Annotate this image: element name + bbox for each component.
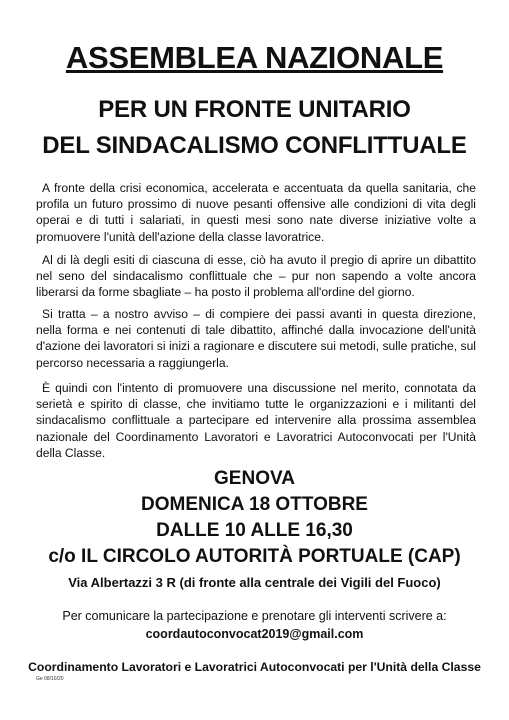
paragraph-3 [36,306,476,371]
event-address: Via Albertazzi 3 R (di fronte alla centrale dei Vigili del Fuoco) [68,575,441,590]
footer-organization: Coordinamento Lavoratori e Lavoratrici Autoconvocati per l'Unità della Classe [28,660,481,674]
page-title: ASSEMBLEA NAZIONALE [65,40,444,75]
subtitle-line-2: DEL SINDACALISMO CONFLITTUALE [42,132,467,159]
contact-text: Per comunicare la partecipazione e prenotare gli interventi scrivere a: [62,609,447,623]
print-note: Ge 08/10/20 [36,676,64,682]
paragraph-4 [36,380,476,461]
paragraph-2-text: Al di là degli esiti di ciascuna di esse, ciò ha avuto il pregio di aprire un dibattito nel seno del sindacalismo conflittuale che – pur non sapendo a volte ancora liberarsi da forme sbagliate – ha posto il problema all'ordine del giorno. [36,253,476,300]
contact-email[interactable]: coordautoconvocat2019@gmail.com [145,627,364,641]
paragraph-2 [36,252,476,301]
subtitle-line-1: PER UN FRONTE UNITARIO [98,96,411,123]
paragraph-1-text: A fronte della crisi economica, accelerata e accentuata da quella sanitaria, che profila un futuro prossimo di nuove pesanti offensive alle condizioni di vita degli operai e di tutti i salariati, in questi mesi sono nate diverse iniziative volte a promuovere l'unità dell'azione della classe lavoratrice. [36,181,476,244]
event-venue: c/o IL CIRCOLO AUTORITÀ PORTUALE (CAP) [48,546,461,567]
event-date: DOMENICA 18 OTTOBRE [141,494,368,515]
event-city: GENOVA [214,468,295,489]
paragraph-1 [36,180,476,245]
paragraph-3-text: Si tratta – a nostro avviso – di compiere dei passi avanti in questa direzione, nella forma e nei contenuti di tale dibattito, affinché dalla invocazione dell'unità d'azione dei lavoratori si inizi a ragionare e discutere sui metodi, sulle pratiche, sul percorso necessaria a raggiungerla. [36,307,476,370]
paragraph-4-text: È quindi con l'intento di promuovere una discussione nel merito, connotata da serietà e spirito di classe, che invitiamo tutte le organizzazioni e i militanti del sindacalismo conflittuale a partecipare ed intervenire alla prossima assemblea nazionale del Coordinamento Lavoratori e Lavoratrici Autoconvocati per l'Unità della Classe. [36,381,476,460]
event-time: DALLE 10 ALLE 16,30 [156,520,353,541]
